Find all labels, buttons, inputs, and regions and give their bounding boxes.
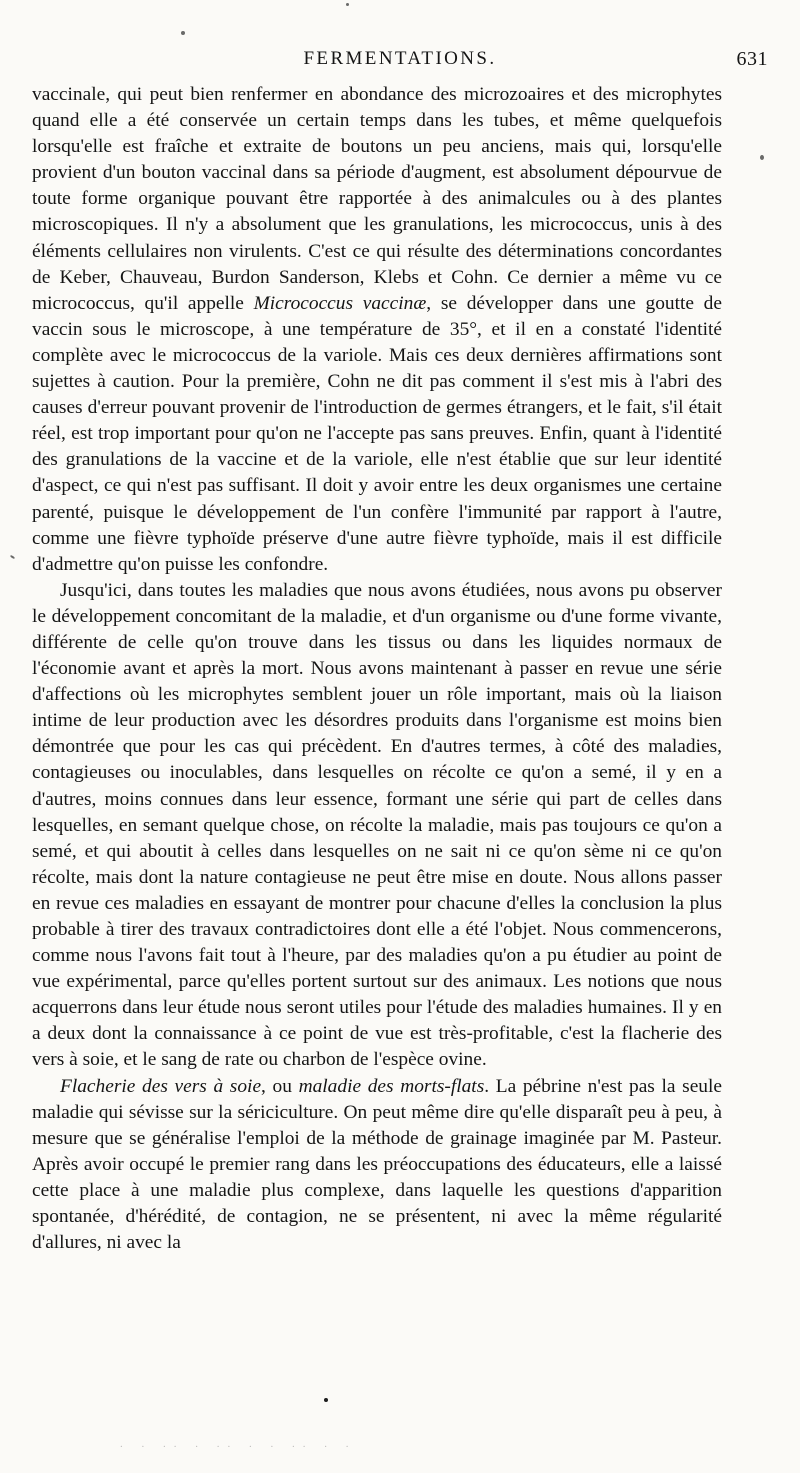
- paragraph-vaccine-continuation: [32, 82, 722, 578]
- page-header: [32, 48, 768, 76]
- paragraph-microphytes-discussion: [32, 578, 722, 1074]
- italic-scientific-name: Micrococcus vaccinæ: [253, 292, 427, 314]
- paragraph-text: Jusqu'ici, dans toutes les maladies que nous avons étudiées, nous avons pu observer le développement concomitant de la maladie, et d'un organisme ou d'une forme vivante, différente de celle qu'on trouve dans les tissus ou dans les liquides normaux de l'économie avant et après la mort. Nous avons maintenant à passer en revue une série d'affections où les microphytes semblent jouer un rôle important, mais où la liaison intime de leur production avec les désordres produits dans l'organisme est moins bien démontrée que pour les cas qui précèdent. En d'autres termes, à côté des maladies, contagieuses ou inoculables, dans lesquelles on récolte ce qu'on a semé, il y en a d'autres, moins connues dans leur essence, formant une série qui part de celles dans lesquelles, en semant quelque chose, on récolte la maladie, mais pas toujours ce qu'on a semé, et qui aboutit à celles dans lesquelles on ne sait ni ce qu'on sème ni ce qu'on récolte, mais dont la nature contagieuse ne peut être mise en doute. Nous allons passer en revue ces maladies en essayant de montrer pour chacune d'elles la conclusion la plus probable à tirer des travaux contradictoires dont elle a été l'objet. Nous commencerons, comme nous l'avons fait tout à l'heure, par des maladies qu'on a pu étudier au point de vue expérimental, parce qu'elles portent surtout sur des animaux. Les notions que nous acquerrons dans leur étude nous seront utiles pour l'étude des maladies humaines. Il y en a deux dont la connaissance à ce point de vue est très-profitable, c'est la flacherie des vers à soie, et le sang de rate ou charbon de l'espèce ovine.: [32, 579, 722, 1071]
- section-heading-flacherie: Flacherie des vers à soie: [60, 1075, 262, 1097]
- bottom-dot: [324, 1398, 328, 1402]
- scan-speck: [760, 155, 764, 160]
- faint-bleed-through-marks: . . .. . .. . . .. . .: [120, 1438, 357, 1450]
- page-number: 631: [736, 48, 768, 70]
- paragraph-text: vaccinale, qui peut bien renfermer en abondance des microzoaires et des microphytes quand elle a été conservée un certain temps dans les tubes, et même quelquefois lorsqu'elle est fraîche et extraite de boutons un peu anciens, mais qui, lorsqu'elle provient d'un bouton vaccinal dans sa période d'augment, est absolument dépourvue de toute forme organique pouvant être rapportée à des animalcules ou à des plantes microscopiques. Il n'y a absolument que les granulations, les micrococcus, unis à des éléments cellulaires non virulents. C'est ce qui résulte des déterminations concordantes de Keber, Chauveau, Burdon Sanderson, Klebs et Cohn. Ce dernier a même vu ce micrococcus, qu'il appelle: [32, 84, 722, 314]
- paragraph-text: . La pébrine n'est pas la seule maladie qui sévisse sur la sériciculture. On peut même dire qu'elle disparaît peu à peu, à mesure que se généralise l'emploi de la méthode de grainage imaginée par M. Pasteur. Après avoir occupé le premier rang dans les préoccupations des éducateurs, elle a laissé cette place à une maladie plus complexe, dans laquelle les questions d'apparition spontanée, d'hérédité, de contagion, ne se présentent, ni avec la même régularité d'allures, ni avec la: [32, 1075, 722, 1254]
- running-title: FERMENTATIONS.: [303, 48, 497, 69]
- section-heading-morts-flats: maladie des morts-flats: [298, 1075, 485, 1097]
- scan-speck: [181, 31, 185, 35]
- paragraph-flacherie: [32, 1074, 722, 1257]
- paragraph-text-continuation: , se développer dans une goutte de vaccin sous le microscope, à une température de 35°, et il en a constaté l'identité complète avec le micrococcus de la variole. Mais ces deux dernières affirmations sont sujettes à caution. Pour la première, Cohn ne dit pas comment il s'est mis à l'abri des causes d'erreur pouvant provenir de l'introduction de germes étrangers, et le fait, s'il était réel, est trop important pour qu'on ne l'accepte pas sans preuves. Enfin, quant à l'identité des granulations de la vaccine et de la variole, elle n'est établie que sur leur identité d'aspect, ce qui n'est pas suffisant. Il doit y avoir entre les deux organismes une certaine parenté, puisque le développement de l'un confère l'immunité par rapport à l'autre, comme une fièvre typhoïde préserve d'une autre fièvre typhoïde, mais il est difficile d'admettre qu'on puisse les confondre.: [32, 292, 722, 575]
- body-text: [32, 82, 722, 1256]
- heading-connector: , ou: [261, 1075, 299, 1097]
- scan-speck: [346, 3, 349, 6]
- scan-speck: [10, 555, 15, 560]
